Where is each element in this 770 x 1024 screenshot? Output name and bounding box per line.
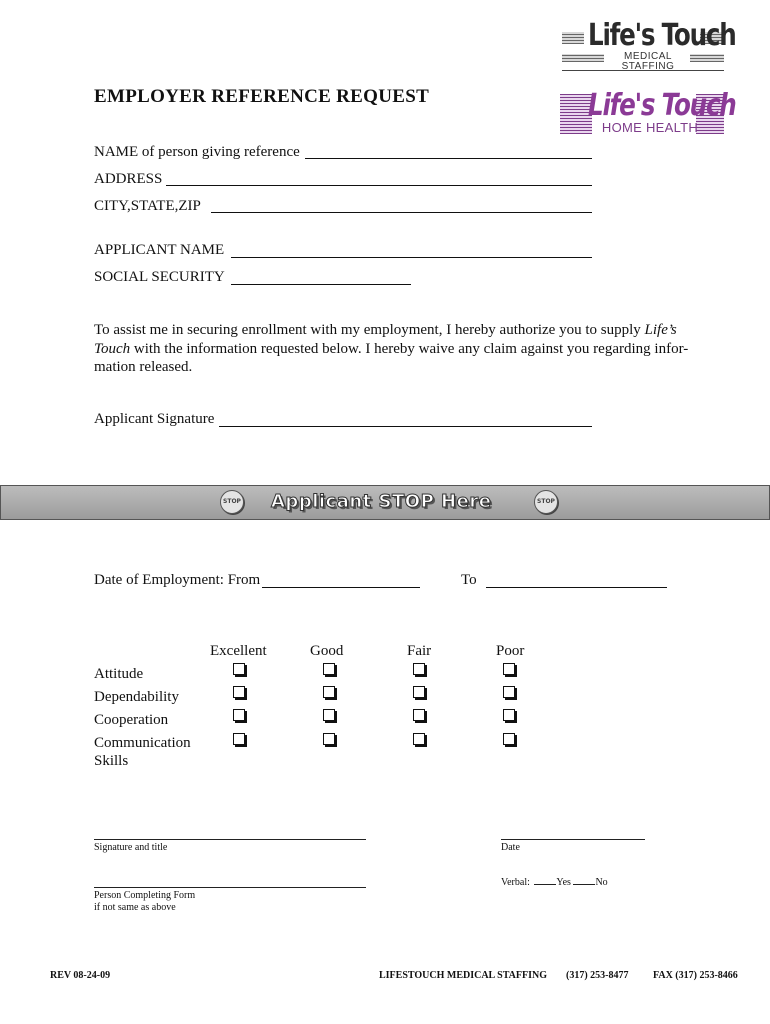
checkbox-communication-poor[interactable] [503,733,515,745]
stop-sign-icon: STOP [220,490,244,514]
logo-stripe-bottom-right [690,54,724,62]
rating-column-excellent: Excellent [210,643,267,659]
reference-name-field[interactable] [305,158,592,159]
date-field[interactable] [501,839,645,840]
checkbox-dependability-fair[interactable] [413,686,425,698]
footer-company: LIFESTOUCH MEDICAL STAFFING [379,970,547,981]
rating-column-poor: Poor [496,643,525,659]
rating-row-attitude: Attitude [94,666,144,682]
rating-row-communication-cont: Skills [94,753,129,769]
authorization-line-2: Touch with the information requested below. I hereby waive any claim against you regarding infor- [94,340,689,357]
rating-row-cooperation: Cooperation [94,712,169,728]
employment-to-field[interactable] [486,587,667,588]
checkbox-communication-good[interactable] [323,733,335,745]
applicant-stop-bar [0,485,770,520]
if-not-same-label: if not same as above [94,902,176,913]
verbal-no-field[interactable] [573,884,595,885]
social-security-label: SOCIAL SECURITY [94,269,225,285]
logo-sub-home-health: HOME HEALTH [601,120,699,135]
checkbox-attitude-fair[interactable] [413,663,425,675]
social-security-field[interactable] [231,284,411,285]
address-field[interactable] [166,185,592,186]
checkbox-dependability-poor[interactable] [503,686,515,698]
logo-name: Life's Touch [588,18,736,53]
signature-title-field[interactable] [94,839,366,840]
verbal-no-label: No [595,877,608,888]
verbal-yes-field[interactable] [534,884,556,885]
verbal-yes-label: Yes [556,877,571,888]
address-label: ADDRESS [94,171,163,187]
verbal-reference [501,877,608,888]
person-completing-field[interactable] [94,887,366,888]
checkbox-dependability-excellent[interactable] [233,686,245,698]
employment-from-label: Date of Employment: From [94,572,261,588]
city-state-zip-label: CITY,STATE,ZIP [94,198,201,214]
date-label: Date [501,842,520,853]
form-title: EMPLOYER REFERENCE REQUEST [94,86,430,107]
checkbox-communication-excellent[interactable] [233,733,245,745]
rating-column-fair: Fair [407,643,432,659]
rating-column-good: Good [310,643,344,659]
authorization-line-3: mation released. [94,359,193,375]
footer-phone: (317) 253-8477 [566,970,629,981]
verbal-label: Verbal: [501,877,530,888]
employment-from-field[interactable] [262,587,420,588]
checkbox-attitude-excellent[interactable] [233,663,245,675]
checkbox-cooperation-good[interactable] [323,709,335,721]
applicant-stop-here-text: Applicant STOP Here [271,491,492,512]
reference-name-label: NAME of person giving reference [94,144,300,160]
checkbox-communication-fair[interactable] [413,733,425,745]
logo-underline [562,70,724,71]
logo-stripe-left [562,32,584,44]
lifes-touch-medical-staffing-logo [560,18,736,74]
checkbox-attitude-poor[interactable] [503,663,515,675]
checkbox-cooperation-poor[interactable] [503,709,515,721]
employment-to-label: To [461,572,477,588]
rating-row-dependability: Dependability [94,689,179,705]
logo-name: Life's Touch [588,88,736,123]
logo-stripe-bottom [562,54,604,62]
authorization-line-1: To assist me in securing enrollment with my employment, I hereby authorize you to supply Life’s [94,322,677,338]
authorization-text [94,321,688,377]
logo-sub-staffing: STAFFING [621,61,675,72]
applicant-name-label: APPLICANT NAME [94,242,225,258]
checkbox-cooperation-fair[interactable] [413,709,425,721]
rating-row-communication: Communication [94,735,191,751]
lifes-touch-home-health-logo [560,88,736,138]
person-completing-label: Person Completing Form [94,890,196,901]
footer-revision: REV 08-24-09 [50,970,111,981]
checkbox-dependability-good[interactable] [323,686,335,698]
footer-fax: FAX (317) 253-8466 [653,970,738,981]
city-state-zip-field[interactable] [211,212,592,213]
applicant-signature-label: Applicant Signature [94,411,215,427]
stop-sign-icon: STOP [534,490,558,514]
checkbox-cooperation-excellent[interactable] [233,709,245,721]
checkbox-attitude-good[interactable] [323,663,335,675]
logo-sub-medical: MEDICAL [624,51,672,62]
signature-title-label: Signature and title [94,842,168,853]
applicant-signature-field[interactable] [219,426,592,427]
applicant-name-field[interactable] [231,257,592,258]
